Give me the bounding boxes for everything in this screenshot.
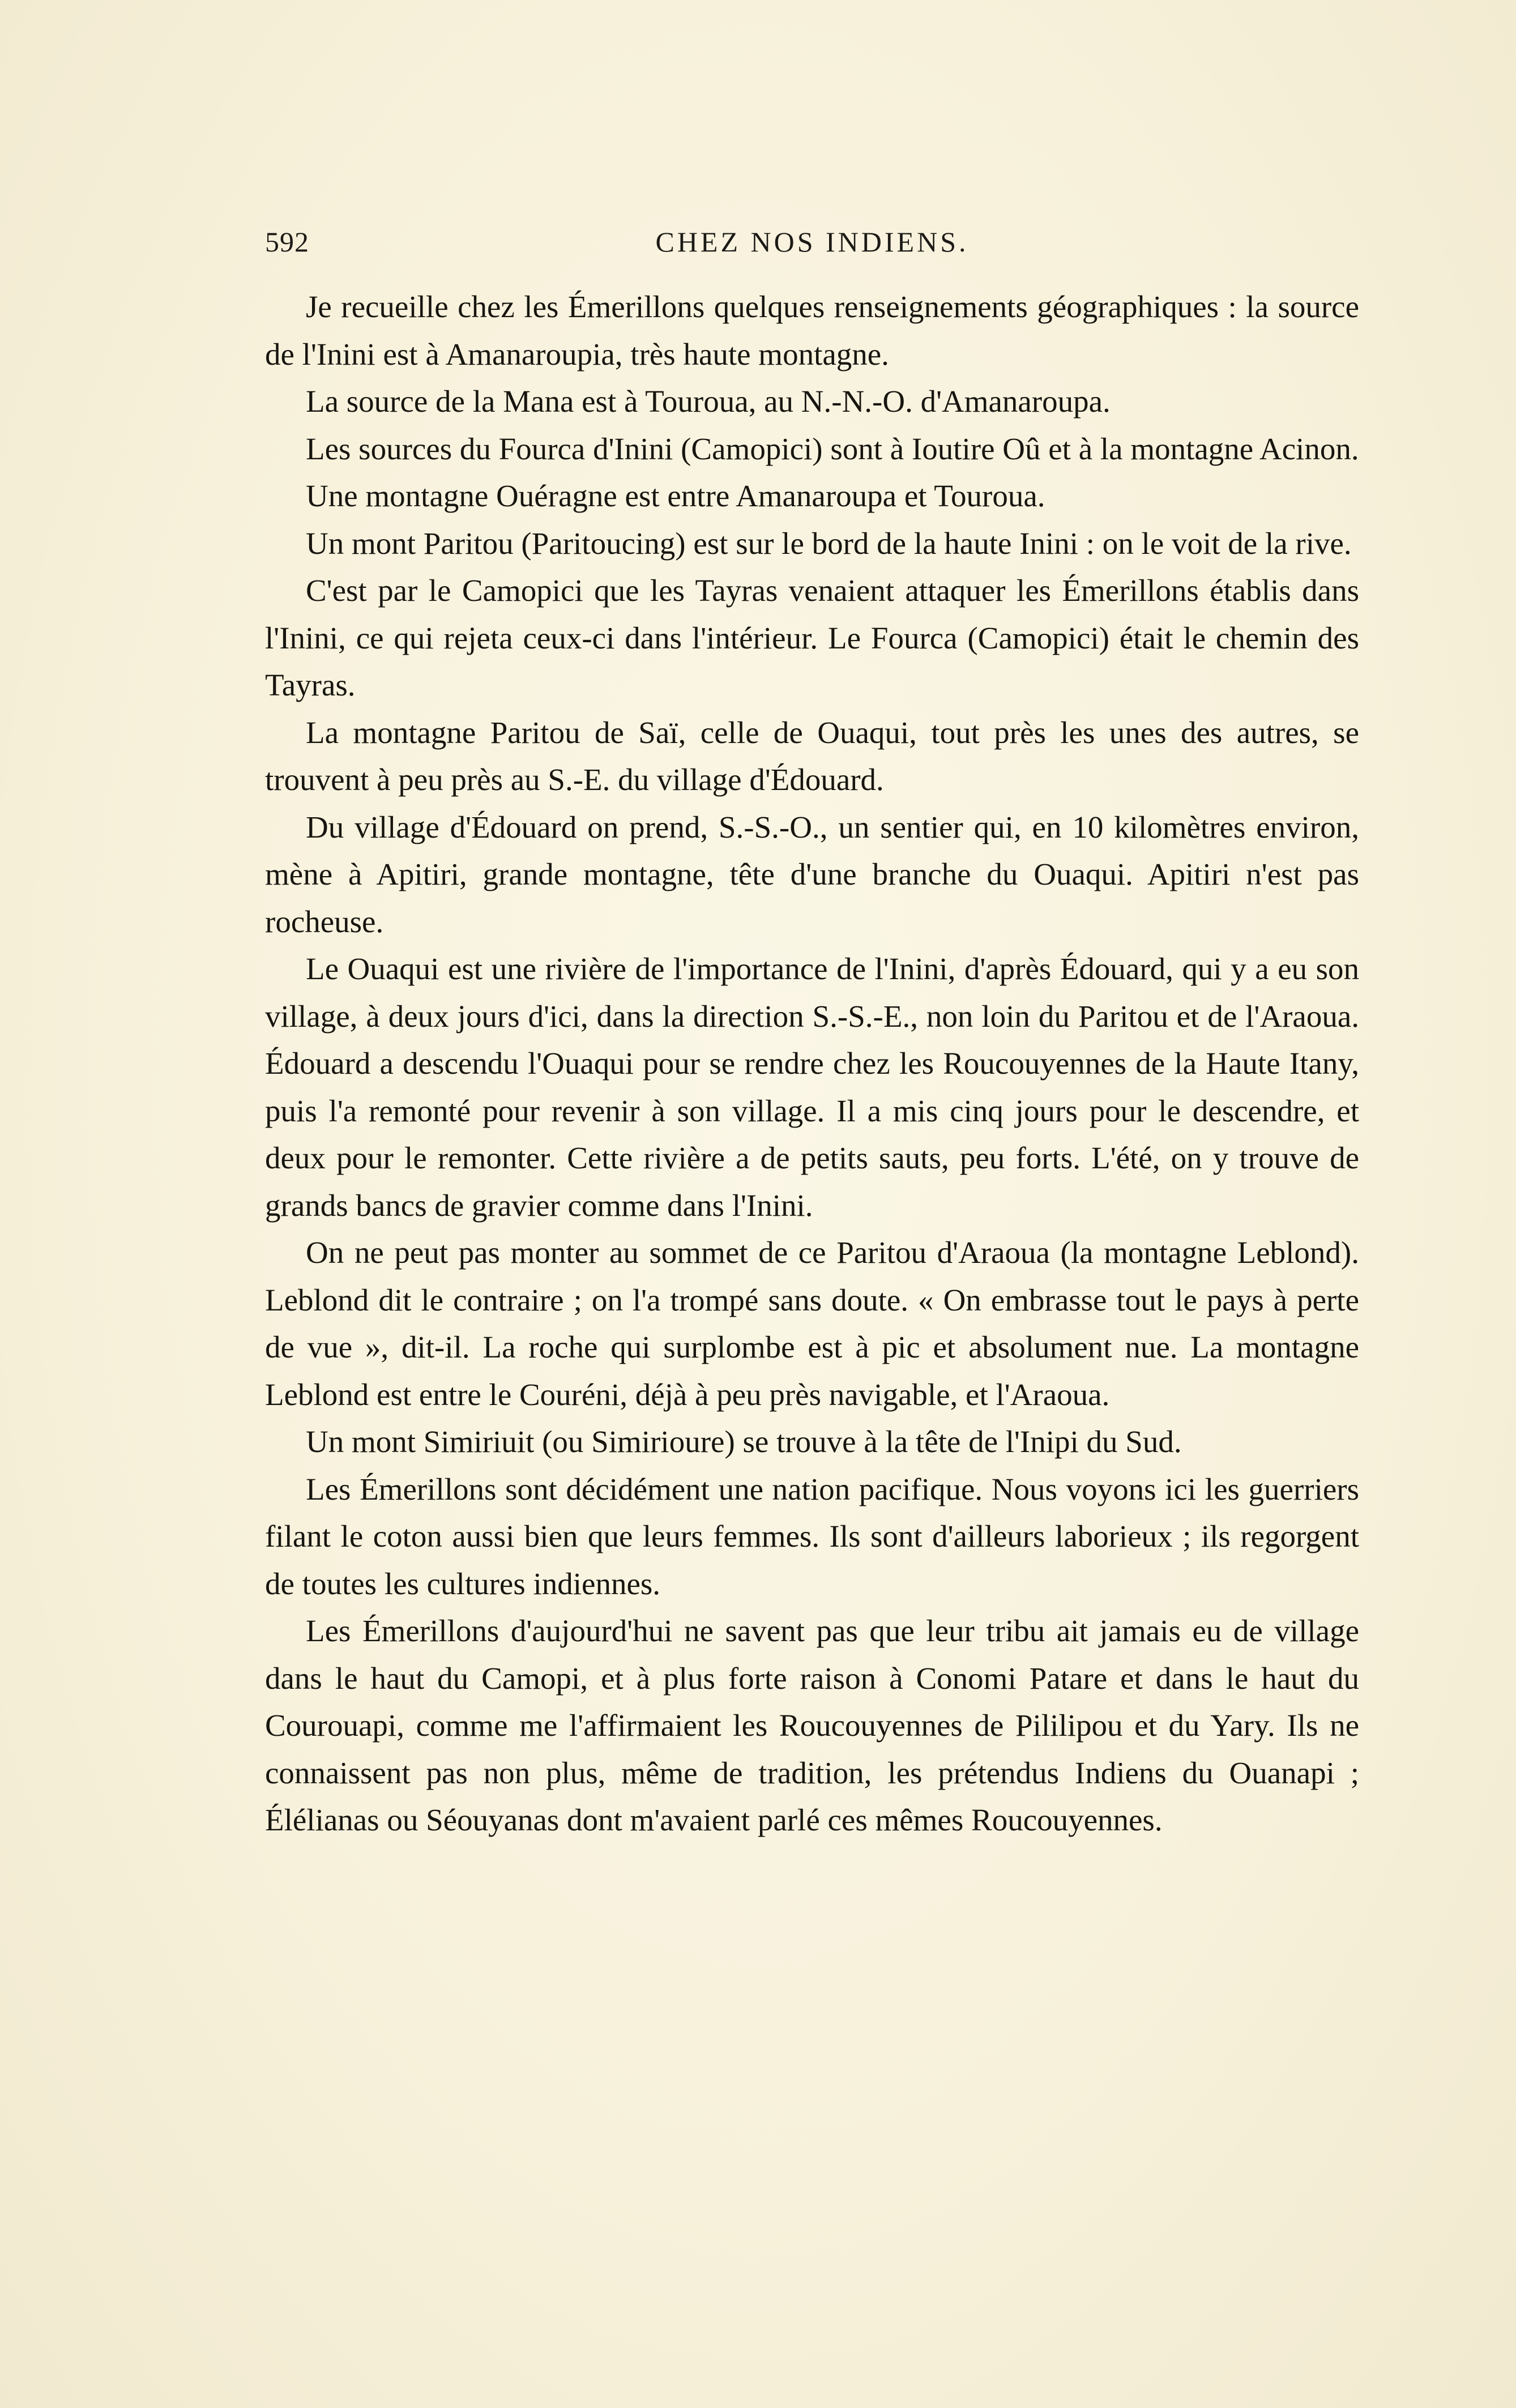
page-header: [265, 225, 1359, 265]
paragraph: La source de la Mana est à Touroua, au N.-N.-O. d'Amanaroupa.: [306, 384, 1111, 419]
paragraph: Les Émerillons d'aujourd'hui ne savent pas que leur tribu ait jamais eu de village dans le haut du Camopi, et à plus forte raison à Conomi Patare et dans le haut du Courouapi, comme me l'affirmaient les Roucouyennes de Pililipou et du Yary. Ils ne connaissent pas non plus, même de tradition, les prétendus Indiens du Ouanapi ; Élélianas ou Séouyanas dont m'avaient parlé ces mêmes Roucouyennes.: [265, 1613, 1359, 1837]
paragraph: On ne peut pas monter au sommet de ce Paritou d'Araoua (la montagne Leblond). Leblond dit le contraire ; on l'a trompé sans doute. « On embrasse tout le pays à perte de vue », dit-il. La roche qui surplombe est à pic et absolument nue. La montagne Leblond est entre le Couréni, déjà à peu près navigable, et l'Araoua.: [265, 1235, 1359, 1412]
paragraph: La montagne Paritou de Saï, celle de Ouaqui, tout près les unes des autres, se trouvent à peu près au S.-E. du village d'Édouard.: [265, 715, 1359, 797]
paragraph: C'est par le Camopici que les Tayras venaient attaquer les Émerillons établis dans l'Inini, ce qui rejeta ceux-ci dans l'intérieur. Le Fourca (Camopici) était le chemin des Tayras.: [265, 573, 1359, 702]
paragraph: Du village d'Édouard on prend, S.-S.-O., un sentier qui, en 10 kilomètres environ, mène à Apitiri, grande montagne, tête d'une branche du Ouaqui. Apitiri n'est pas rocheuse.: [265, 809, 1359, 939]
paragraph: Une montagne Ouéragne est entre Amanaroupa et Touroua.: [306, 479, 1045, 513]
running-title: CHEZ NOS INDIENS.: [655, 226, 969, 258]
paragraph: Un mont Paritou (Paritoucing) est sur le bord de la haute Inini : on le voit de la rive.: [306, 526, 1352, 561]
text-body: [265, 283, 1359, 1844]
paragraph: Les sources du Fourca d'Inini (Camopici) sont à Ioutire Oû et à la montagne Acinon.: [306, 431, 1359, 466]
paragraph: Le Ouaqui est une rivière de l'importance de l'Inini, d'après Édouard, qui y a eu son village, à deux jours d'ici, dans la direction S.-S.-E., non loin du Paritou et de l'Araoua. Édouard a descendu l'Ouaqui pour se rendre chez les Roucouyennes de la Haute Itany, puis l'a remonté pour revenir à son village. Il a mis cinq jours pour le descendre, et deux pour le remonter. Cette rivière a de petits sauts, peu forts. L'été, on y trouve de grands bancs de gravier comme dans l'Inini.: [265, 951, 1359, 1223]
paragraph: Je recueille chez les Émerillons quelques renseignements géographiques : la source de l'Inini est à Amanaroupia, très haute montagne.: [265, 289, 1359, 372]
paragraph: Les Émerillons sont décidément une nation pacifique. Nous voyons ici les guerriers filant le coton aussi bien que leurs femmes. Ils sont d'ailleurs laborieux ; ils regorgent de toutes les cultures indiennes.: [265, 1471, 1359, 1601]
page-number: 592: [265, 226, 309, 258]
paragraph: Un mont Simiriuit (ou Simirioure) se trouve à la tête de l'Inipi du Sud.: [306, 1424, 1182, 1459]
